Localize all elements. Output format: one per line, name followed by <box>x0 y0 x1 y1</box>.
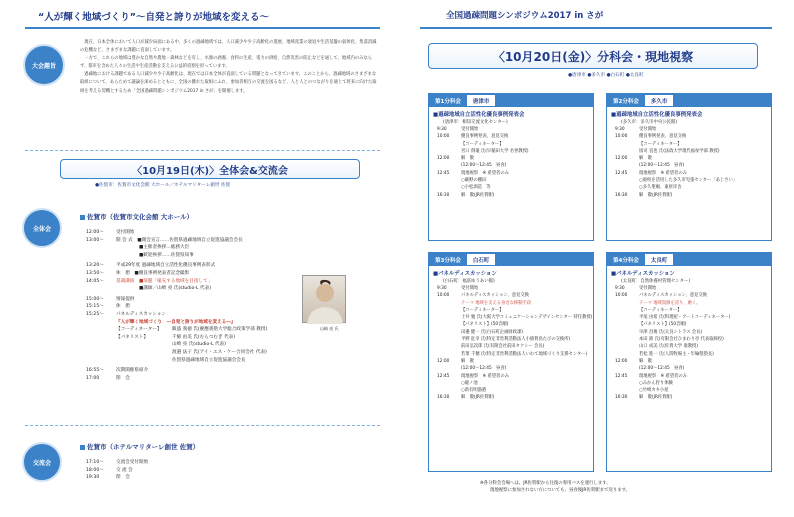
zentai-venue <box>80 212 193 221</box>
schedule-row: 12:00～ 受付開始 <box>86 230 135 235</box>
session-header: 第2分科会 多久市 <box>607 94 771 107</box>
header-rule <box>25 27 380 29</box>
day20-legend <box>568 72 644 78</box>
panel-theme: 『人が輝く地域づくり ―自発と誇りが地域を変える―』 <box>116 319 236 325</box>
footer-line: 現地視察に参加されない方についても、昼食後JR佐賀駅まで送ります。 <box>490 488 631 493</box>
session-header: 第1分科会 唐津市 <box>429 94 593 107</box>
intro-paragraph: 現在、日本全体において人口が減少局面にある中、多くの過疎地域では、人口減少や少子高齢化の進展、地域産業の衰退や生活基盤の弱体化、集落消滅の危機など、さまざまな課題に直面しています。 <box>80 40 377 54</box>
panel-row: 山崎 亮 氏(studio-L 代表) <box>172 342 226 348</box>
legend-item: ●白石町 <box>606 73 625 78</box>
schedule-row: ■講師／山崎 亮 氏(studio-L 代表) <box>116 286 212 292</box>
day19-venues: ●佐賀市：佐賀市文化会館 大ホール／ホテルマリターレ創世 佐賀 <box>95 183 231 188</box>
session-schedule: 9:30 受付開始 10:00 優良事例発表、意見交換 【コーディネーター】 宮口 侗廸 氏(早稲田大学 名誉教授) 12:00 解 散 (12:00～12:45 昼食) 12:45 現地視察 ※ 希望者のみ ○蕨野の棚田 ○小松酒造 等 16:30 解 散(JR佐賀駅) <box>437 127 529 198</box>
schedule-row: 13:00～ 開 会 式 ■開会宣言……佐賀県過疎地域自立促進協議会会長 <box>86 237 243 243</box>
legend-item: ●唐津市 <box>568 73 586 78</box>
session-box <box>428 252 594 472</box>
session-title: ■パネルディスカッション <box>611 271 675 277</box>
photo-caption: 山崎 亮 氏 <box>320 326 339 331</box>
session-venue: (太良町：自然休養村管理センター) <box>621 279 691 284</box>
panel-row: 佐賀県過疎地域自立促進協議会会長 <box>172 357 246 363</box>
session-title: ■過疎地域自立活性化優良事例発表会 <box>611 112 703 118</box>
intro-text <box>80 39 380 96</box>
divider <box>25 425 380 426</box>
square-icon <box>80 215 85 220</box>
schedule-row: 15:25～ パネルディスカッション <box>86 311 167 317</box>
footer-line: ※各分科会会場へは、JR佐賀駅から往復の専用バスを運行します。 <box>480 481 611 486</box>
day19-title: 〈10月19日(木)〉全体会&交流会 <box>60 159 360 179</box>
schedule-row: 15:00～ 情報提供 <box>86 296 135 302</box>
session-header: 第3分科会 白石町 <box>429 253 593 266</box>
session-header: 第4分科会 太良町 <box>607 253 771 266</box>
session-schedule: 9:30 受付開始 10:00 パネルディスカッション、意見交換 テーマ 地域を支える身近な移動手段 【コーディネーター】 土井 勉 氏(大阪大学コミュニケーションデザインセンター 特任教授) 【パネリスト】(50音順) 田邉 健一 氏(白石町企画財政課) 平野 征幸 氏(特定非営利活動法人小値賀島たびの交換所) 前田弘次郎 氏(有限会社前田タクシー 会長) 若菜 千穂 氏(特定非営利活動法人いわて地域づくり支援センター) 12:00 解 散 (12:00～12:45 昼食) 12:45 現地視察 ※ 希望者のみ ○縫ノ池 ○新有明漁港 16:30 解 散(JR佐賀駅) <box>437 286 593 401</box>
session-title: ■過疎地域自立活性化優良事例発表会 <box>433 112 525 118</box>
session-box <box>428 93 594 241</box>
header-title: “人が輝く地域づくり”～自発と誇りが地域を変える～ <box>38 12 269 23</box>
session-box <box>606 252 772 472</box>
footer-note <box>480 480 630 494</box>
panel-row: 渡邉 法子 氏(アイ・エス・ケー合同会社 代表) <box>172 349 267 355</box>
schedule-row: 18:00～ 交 流 会 <box>86 467 133 473</box>
kouryu-venue <box>80 442 199 451</box>
day20-title: 〈10月20日(金)〉分科会・現地視察 <box>428 43 758 69</box>
schedule-row: 13:20～ 平成29年度 過疎地域自立活性化優良事例表彰式 <box>86 263 216 269</box>
zentai-schedule <box>86 229 267 382</box>
session-venue: (白石町：福富ゆうあい館) <box>443 279 495 284</box>
panel-row: 【パネリスト】 千綿 由美 氏(むらつむぎ 代表) <box>116 334 236 340</box>
speaker-photo <box>302 275 346 323</box>
kouryu-schedule <box>86 459 148 482</box>
session-venue: (唐津市：相知交流文化センター) <box>443 120 508 125</box>
session-title: ■パネルディスカッション <box>433 271 497 277</box>
legend-item: ●太良町 <box>625 73 644 78</box>
kouryu-venue-label: 佐賀市（ホテルマリターレ創世 佐賀） <box>87 443 200 451</box>
divider <box>25 150 380 151</box>
schedule-row: 14:05～ 基調講演 ■演題「縦充する地域を目指して」 <box>86 278 213 284</box>
intro-paragraph: 過疎地における課題である人口減少や少子高齢化は、現在では日本全体が直面している問題となってきています。このことから、過疎地域のさまざまな取組について、あらためて議論を深めるとともに、全国の優れた取組にふれ、参加者相互の交流を図るなど、人と人とのつながりを通じて将来に向けた取組を考える契機とするため「全国過疎問題シンポジウム2017 in さが」を開催します。 <box>80 72 377 94</box>
zentai-badge: 全体会 <box>22 208 62 248</box>
session-box <box>606 93 772 241</box>
schedule-row: ■主催者挨拶…総務大臣 <box>116 245 190 251</box>
intro-paragraph: 一方で、これらの地域は豊かな自然や農地・森林などを有し、水源の涵養、食料の生産、電力の供給、自然災害の防止などを通して、地域内のみならず、都市を含めた人々の生活や生産活動を支える公益的役割を担っています。 <box>80 56 373 70</box>
intro-badge: 大会趣旨 <box>23 44 65 86</box>
header-right: 全国過疎問題シンポジウム2017 in さが <box>446 11 604 21</box>
panel-row: 【コーディネーター】 飯盛 義徳 氏(慶應義塾大学総合政策学部 教授) <box>116 327 268 333</box>
schedule-row: 17:10～ 交流会受付開始 <box>86 460 149 465</box>
schedule-row: 17:00 閉 会 <box>86 375 130 381</box>
square-icon <box>80 445 85 450</box>
session-schedule: 9:30 受付開始 10:00 優良事例発表、意見交換 【コーディネーター】 図司 直也 氏(法政大学現代福祉学部 教授) 12:00 解 散 (12:00～12:45 昼食) 12:45 現地視察 ※ 希望者のみ ○廃校を活用した多久市児童センター「あじさい」 ○多久聖廟、東原庠舎 16:30 解 散(JR佐賀駅) <box>615 127 738 198</box>
schedule-row: ■歓迎挨拶……佐賀県知事 <box>116 252 194 258</box>
schedule-row: 15:15～ 休 憩 <box>86 304 130 310</box>
schedule-row: 19:30 閉 会 <box>86 475 130 481</box>
legend-item: ●多久市 <box>587 73 606 78</box>
session-schedule: 9:30 受付開始 10:00 パネルディスカッション、意見交換 テーマ 地域資源を誇り、磨く。 【コーディネーター】 平尾 由希 氏(科理屋・アートコーディネーター) 【パネリスト】(50音順) 早津 昌俊 氏(太良シトラス 会長) 本田 節 氏(有限会社ひまわり亭 代表取締役) 山口 成美 氏(佐賀大学 准教授) 若松 進一 氏(人間牧場主・年輪塾塾長) 12:00 解 散 (12:00～12:45 昼食) 12:45 現地視察 ※ 希望者のみ ○みかん狩り体験 ○竹崎カキ小屋 16:30 解 散(JR佐賀駅) <box>615 286 731 401</box>
header-rule-right <box>420 27 772 29</box>
person-icon <box>303 276 347 324</box>
kouryu-badge: 交流会 <box>22 442 62 482</box>
session-venue: (多久市：多久市中央公民館) <box>621 120 678 125</box>
zentai-venue-label: 佐賀市（佐賀市文化会館 大ホール） <box>87 213 194 221</box>
schedule-row: 16:55～ 次期開催県紹介 <box>86 368 149 374</box>
schedule-row: 13:50～ 休 憩 ■優良事例発表者記念撮影 <box>86 270 190 276</box>
